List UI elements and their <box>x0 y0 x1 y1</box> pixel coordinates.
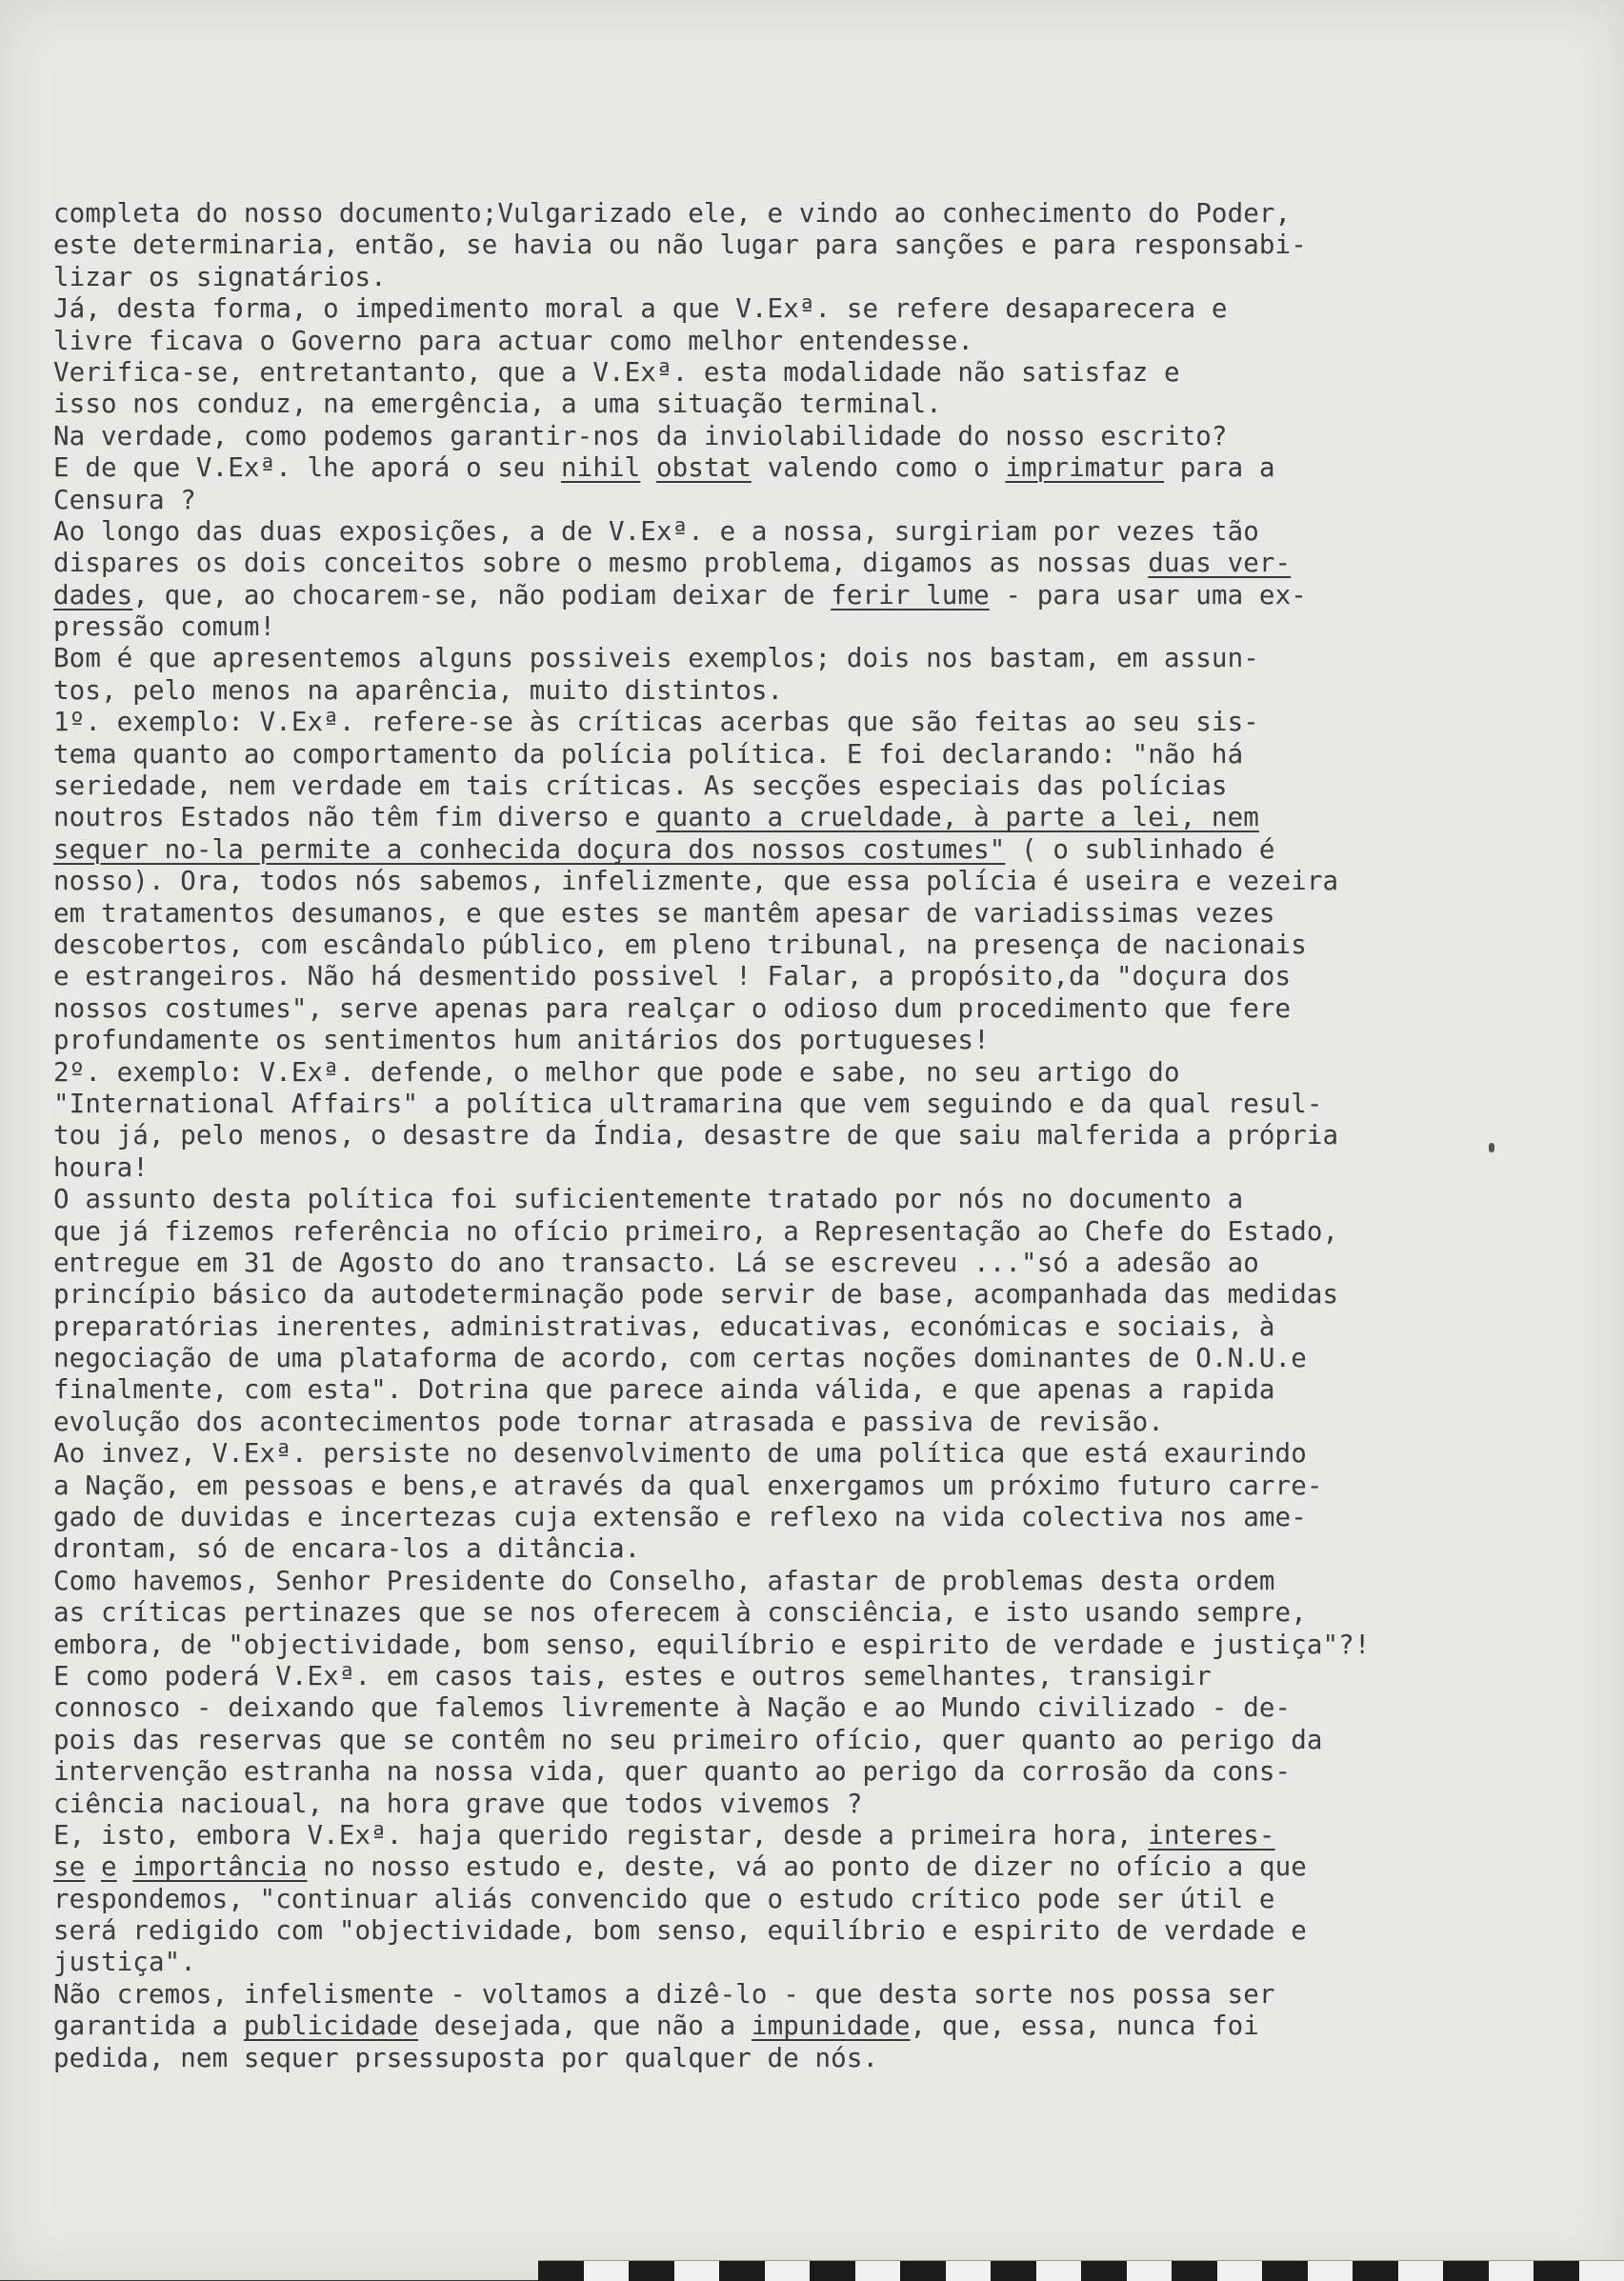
text-line <box>53 2011 1425 2042</box>
text-segment: valendo como o <box>751 452 1006 484</box>
underlined-text: interes- <box>1148 1819 1275 1851</box>
underlined-text: ferir lume <box>831 579 990 610</box>
text-segment: isso nos conduz, na emergência, a uma situação terminal. <box>53 389 942 420</box>
text-line <box>53 1120 1425 1151</box>
text-line <box>53 993 1425 1025</box>
text-segment: noutros Estados não têm fim diverso e <box>53 802 656 833</box>
text-segment: gado de duvidas e incertezas cuja extensão e reflexo na vida colectiva nos ame- <box>53 1502 1307 1533</box>
text-line <box>53 1725 1425 1756</box>
text-segment: livre ficava o Governo para actuar como melhor entendesse. <box>53 325 974 356</box>
text-segment: - para usar uma ex- <box>989 579 1307 610</box>
text-line <box>53 1184 1425 1215</box>
text-line <box>53 1248 1425 1279</box>
underlined-text: imprimatur <box>1005 452 1165 484</box>
text-segment: e estrangeiros. Não há desmentido possivel ! Falar, a propósito,da "doçura dos <box>53 961 1292 992</box>
text-segment: tema quanto ao comportamento da polícia política. E foi declarando: "não há <box>53 738 1244 770</box>
text-line <box>53 707 1425 738</box>
text-segment: , que, essa, nunca foi <box>910 2011 1259 2042</box>
text-segment: Censura ? <box>53 484 196 515</box>
text-segment: nossos costumes", serve apenas para realçar o odioso dum procedimento que fere <box>53 992 1292 1024</box>
text-line <box>53 643 1425 674</box>
underlined-text: se <box>53 1851 86 1883</box>
text-segment: preparatórias inerentes, administrativas, educativas, económicas e sociais, à <box>53 1311 1275 1342</box>
underlined-text: sequer no-la permite a conhecida doçura dos nossos costumes" <box>53 833 1006 865</box>
text-segment: seriedade, nem verdade em tais críticas. As secções especiais das polícias <box>53 770 1228 802</box>
text-segment: Na verdade, como podemos garantir-nos da inviolabilidade do nosso escrito? <box>53 420 1228 451</box>
text-line <box>53 1947 1425 1978</box>
text-line <box>53 675 1425 707</box>
text-line <box>53 961 1425 992</box>
text-segment: Ao invez, V.Exª. persiste no desenvolvimento de uma política que está exaurindo <box>53 1438 1307 1470</box>
text-line <box>53 770 1425 802</box>
text-segment: as críticas pertinazes que se nos oferecem à consciência, e isto usando sempre, <box>53 1597 1307 1629</box>
text-line <box>53 2043 1425 2074</box>
underlined-text: duas ver- <box>1148 548 1292 579</box>
text-line <box>53 1311 1425 1343</box>
text-segment: embora, de "objectividade, bom senso, equilíbrio e espirito de verdade e justiça"?! <box>53 1629 1371 1660</box>
text-line <box>53 1374 1425 1406</box>
text-line <box>53 930 1425 961</box>
text-segment: entregue em 31 de Agosto do ano transacto. Lá se escreveu ..."só a adesão ao <box>53 1247 1259 1278</box>
text-line <box>53 326 1425 357</box>
text-segment: nosso). Ora, todos nós sabemos, infelizmente, que essa polícia é useira e vezeira <box>53 866 1339 897</box>
underlined-text: importância <box>132 1851 308 1883</box>
text-line <box>53 802 1425 833</box>
text-line <box>53 485 1425 516</box>
text-segment: a Nação, em pessoas e bens,e através da qual enxergamos um próximo futuro carre- <box>53 1470 1323 1501</box>
text-line <box>53 293 1425 325</box>
scale-ruler <box>538 2260 1624 2281</box>
text-segment: E, isto, embora V.Exª. haja querido registar, desde a primeira hora, <box>53 1819 1149 1851</box>
underlined-text: dades <box>53 579 133 610</box>
text-line <box>53 1661 1425 1692</box>
text-segment: pressão comum! <box>53 611 276 643</box>
text-segment: para a <box>1164 452 1275 484</box>
text-segment: Bom é que apresentemos alguns possiveis exemplos; dois nos bastam, em assun- <box>53 643 1259 674</box>
text-segment: descobertos, com escândalo público, em pleno tribunal, na presença de nacionais <box>53 929 1307 960</box>
text-line <box>53 1566 1425 1597</box>
text-line <box>53 1820 1425 1851</box>
punch-mark <box>1489 1143 1494 1152</box>
text-line <box>53 1343 1425 1374</box>
text-line <box>53 1057 1425 1089</box>
underlined-text: quanto a crueldade, à parte a lei, nem <box>655 802 1259 833</box>
text-segment: Ao longo das duas exposições, a de V.Exª. e a nossa, surgiriam por vezes tão <box>53 515 1259 547</box>
text-line <box>53 421 1425 452</box>
text-segment: "International Affairs" a política ultramarina que vem seguindo e da qual resul- <box>53 1088 1323 1119</box>
text-line <box>53 1756 1425 1788</box>
text-line <box>53 1025 1425 1056</box>
text-segment: tos, pelo menos na aparência, muito distintos. <box>53 674 784 706</box>
text-line <box>53 357 1425 389</box>
text-line <box>53 389 1425 420</box>
text-segment: drontam, só de encara-los a ditância. <box>53 1533 641 1565</box>
text-segment: O assunto desta política foi suficientemente tratado por nós no documento a <box>53 1184 1244 1215</box>
text-line <box>53 1630 1425 1661</box>
text-line <box>53 1692 1425 1724</box>
text-line <box>53 198 1425 230</box>
text-line <box>53 1279 1425 1311</box>
text-line <box>53 739 1425 770</box>
text-segment: finalmente, com esta". Dotrina que parece ainda válida, e que apenas a rapida <box>53 1374 1275 1406</box>
text-segment: profundamente os sentimentos hum anitários dos portugueses! <box>53 1025 990 1056</box>
text-line <box>53 1471 1425 1502</box>
text-line <box>53 548 1425 579</box>
text-line <box>53 1884 1425 1915</box>
text-segment: justiça". <box>53 1947 196 1978</box>
text-segment: no nosso estudo e, deste, vá ao ponto de dizer no ofício a que <box>307 1851 1307 1883</box>
text-segment <box>640 452 656 483</box>
text-line <box>53 262 1425 293</box>
text-segment: garantida a <box>53 2011 244 2042</box>
text-line <box>53 1789 1425 1820</box>
text-segment: 2º. exemplo: V.Exª. defende, o melhor que pode e sabe, no seu artigo do <box>53 1056 1180 1088</box>
text-segment: ciência nacioual, na hora grave que todos vivemos ? <box>53 1788 863 1819</box>
text-segment: Como havemos, Senhor Presidente do Conselho, afastar de problemas desta ordem <box>53 1565 1275 1596</box>
text-line <box>53 580 1425 611</box>
text-segment: evolução dos acontecimentos pode tornar atrasada e passiva de revisão. <box>53 1406 1164 1437</box>
text-segment: E como poderá V.Exª. em casos tais, estes e outros semelhantes, transigir <box>53 1660 1212 1691</box>
underlined-text: e <box>101 1851 117 1883</box>
text-segment: Já, desta forma, o impedimento moral a que V.Exª. se refere desaparecera e <box>53 293 1228 325</box>
text-segment: , que, ao chocarem-se, não podiam deixar de <box>132 579 832 610</box>
text-line <box>53 611 1425 643</box>
text-segment: tou já, pelo menos, o desastre da Índia, desastre de que saiu malferida a própria <box>53 1120 1339 1151</box>
text-segment: connosco - deixando que falemos livremente à Nação e ao Mundo civilizado - de- <box>53 1692 1292 1724</box>
text-line <box>53 1915 1425 1947</box>
text-line <box>53 230 1425 261</box>
text-line <box>53 866 1425 897</box>
text-line <box>53 1216 1425 1248</box>
text-segment: E de que V.Exª. lhe aporá o seu <box>53 452 562 484</box>
text-segment <box>85 1851 101 1882</box>
text-segment: 1º. exemplo: V.Exª. refere-se às críticas acerbas que são feitas ao seu sis- <box>53 707 1259 738</box>
text-segment: em tratamentos desumanos, e que estes se mantêm apesar de variadissimas vezes <box>53 897 1275 929</box>
text-line <box>53 898 1425 930</box>
text-line <box>53 1979 1425 2011</box>
underlined-text: publicidade <box>243 2011 419 2042</box>
text-segment <box>117 1851 133 1882</box>
underlined-text: obstat <box>655 452 752 484</box>
underlined-text: impunidade <box>751 2011 911 2042</box>
text-segment: Verifica-se, entretantanto, que a V.Exª. esta modalidade não satisfaz e <box>53 356 1180 388</box>
text-line <box>53 1502 1425 1533</box>
text-line <box>53 1407 1425 1438</box>
text-line <box>53 1533 1425 1565</box>
text-segment: princípio básico da autodeterminação pode servir de base, acompanhada das medidas <box>53 1279 1339 1311</box>
text-line <box>53 1089 1425 1120</box>
text-line <box>53 1152 1425 1184</box>
text-segment: pedida, nem sequer prsessuposta por qualquer de nós. <box>53 2042 879 2073</box>
text-segment: que já fizemos referência no ofício primeiro, a Representação ao Chefe do Estado, <box>53 1215 1339 1247</box>
text-line <box>53 516 1425 548</box>
text-segment: dispares os dois conceitos sobre o mesmo problema, digamos as nossas <box>53 548 1149 579</box>
text-segment: pois das reservas que se contêm no seu primeiro ofício, quer quanto ao perigo da <box>53 1724 1323 1755</box>
text-segment: respondemos, "continuar aliás convencido que o estudo crítico pode ser útil e <box>53 1883 1275 1914</box>
text-line <box>53 1438 1425 1470</box>
text-segment: lizar os signatários. <box>53 261 387 292</box>
typed-letter-body <box>53 198 1425 2074</box>
text-line <box>53 452 1425 484</box>
text-segment: intervenção estranha na nossa vida, quer quanto ao perigo da corrosão da cons- <box>53 1756 1292 1788</box>
text-segment: houra! <box>53 1151 149 1183</box>
text-segment: completa do nosso documento;Vulgarizado ele, e vindo ao conhecimento do Poder, <box>53 198 1292 229</box>
text-segment: este determinaria, então, se havia ou não lugar para sanções e para responsabi- <box>53 230 1307 261</box>
text-line <box>53 834 1425 866</box>
underlined-text: nihil <box>561 452 641 484</box>
text-segment: negociação de uma plataforma de acordo, com certas noções dominantes de O.N.U.e <box>53 1343 1307 1374</box>
text-segment: Não cremos, infelismente - voltamos a dizê-lo - que desta sorte nos possa ser <box>53 1978 1275 2010</box>
text-segment: será redigido com "objectividade, bom senso, equilíbrio e espirito de verdade e <box>53 1915 1307 1947</box>
text-line <box>53 1597 1425 1629</box>
text-segment: desejada, que não a <box>418 2011 752 2042</box>
text-segment: ( o sublinhado é <box>1005 833 1275 865</box>
text-line <box>53 1851 1425 1883</box>
